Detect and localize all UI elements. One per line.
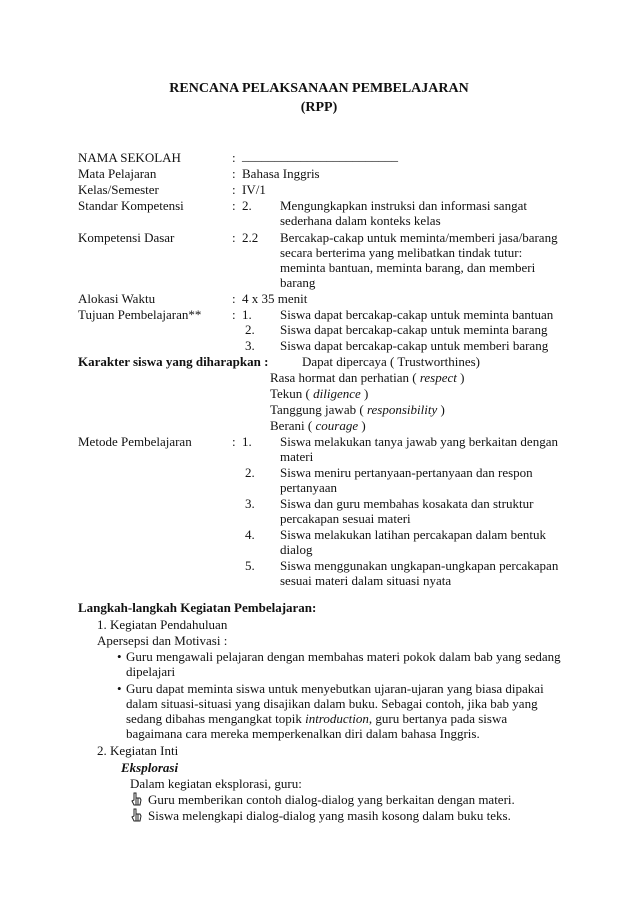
field-value-kelas: IV/1 <box>242 182 266 197</box>
karakter-label: Karakter siswa yang diharapkan : <box>78 354 269 369</box>
karakter-item: Tanggung jawab ( responsibility ) <box>270 402 445 417</box>
field-value-kd-line: secara berterima yang melibatkan tindak tutur: <box>280 245 523 260</box>
field-label-mapel: Mata Pelajaran <box>78 166 157 181</box>
field-value-sk-line: Mengungkapkan instruksi dan informasi sangat <box>280 198 527 213</box>
list-item: dialog <box>280 542 313 557</box>
field-label-tujuan: Tujuan Pembelajaran** <box>78 307 202 322</box>
field-value-kd-line: barang <box>280 275 316 290</box>
colon: : <box>232 291 236 306</box>
list-item: sedang dibahas mengangkat topik introduction, guru bertanya pada siswa <box>126 711 508 726</box>
karakter-item: Tekun ( diligence ) <box>270 386 369 401</box>
page-subtitle: (RPP) <box>300 100 338 115</box>
list-item: Guru dapat meminta siswa untuk menyebutkan ujaran-ujaran yang biasa dipakai <box>126 681 544 696</box>
field-num-kd: 2.2 <box>242 230 259 245</box>
list-item: Siswa dapat bercakap-cakap untuk meminta bantuan <box>280 307 554 322</box>
field-label-nama-sekolah: NAMA SEKOLAH <box>78 150 181 165</box>
list-item: Siswa meniru pertanyaan-pertanyaan dan respon <box>280 465 533 480</box>
field-label-kelas: Kelas/Semester <box>78 182 159 197</box>
field-value-kd-line: Bercakap-cakap untuk meminta/memberi jasa/barang <box>280 230 558 245</box>
list-item: percakapan sesuai materi <box>280 511 411 526</box>
list-item: bagaimana cara mereka memperkenalkan diri dalam bahasa Inggris. <box>126 726 480 741</box>
colon: : <box>232 434 236 449</box>
list-item: Siswa menggunakan ungkapan-ungkapan percakapan <box>280 558 559 573</box>
list-item-num: 2. <box>245 322 255 337</box>
subsection-heading: 1. Kegiatan Pendahuluan <box>97 617 228 632</box>
field-value-nama-sekolah: ________________________ <box>242 148 398 163</box>
list-item: pertanyaan <box>280 480 338 495</box>
bullet-icon: • <box>117 649 122 664</box>
list-item-num: 3. <box>245 338 255 353</box>
list-item: Guru memberikan contoh dialog-dialog yang berkaitan dengan materi. <box>148 792 515 807</box>
field-label-sk: Standar Kompetensi <box>78 198 184 213</box>
list-item-num: 2. <box>245 465 255 480</box>
field-value-kd-line: meminta bantuan, meminta barang, dan memberi <box>280 260 536 275</box>
colon: : <box>232 198 236 213</box>
karakter-item: Dapat dipercaya ( Trustworthines) <box>302 354 480 369</box>
list-item: Siswa melakukan tanya jawab yang berkaitan dengan <box>280 434 558 449</box>
colon: : <box>232 166 236 181</box>
subsection-label: Apersepsi dan Motivasi : <box>97 633 228 648</box>
list-item: sesuai materi dalam situasi nyata <box>280 573 452 588</box>
bullet-icon: • <box>117 681 122 696</box>
list-item: Siswa dapat bercakap-cakap untuk memberi barang <box>280 338 549 353</box>
list-item: dalam situasi-situasi yang disajikan dalam buku. Sebagai contoh, jika bab yang <box>126 696 538 711</box>
colon: : <box>232 150 236 165</box>
subsection-heading: Eksplorasi <box>121 760 179 775</box>
field-label-alokasi: Alokasi Waktu <box>78 291 156 306</box>
list-item-num: 5. <box>245 558 255 573</box>
list-item-num: 4. <box>245 527 255 542</box>
list-item: Siswa dapat bercakap-cakap untuk meminta barang <box>280 322 548 337</box>
karakter-item: Rasa hormat dan perhatian ( respect ) <box>270 370 465 385</box>
list-item-num: 1. <box>242 434 252 449</box>
section-heading: Langkah-langkah Kegiatan Pembelajaran: <box>78 600 317 615</box>
field-value-mapel: Bahasa Inggris <box>242 166 320 181</box>
subsection-heading: 2. Kegiatan Inti <box>97 743 179 758</box>
field-value-sk-line: sederhana dalam konteks kelas <box>280 213 441 228</box>
list-item: Siswa dan guru membahas kosakata dan struktur <box>280 496 534 511</box>
list-item-num: 1. <box>242 307 252 322</box>
colon: : <box>232 182 236 197</box>
list-item: Guru mengawali pelajaran dengan membahas materi pokok dalam bab yang sedang <box>126 649 561 664</box>
list-item: Siswa melakukan latihan percakapan dalam bentuk <box>280 527 547 542</box>
field-label-metode: Metode Pembelajaran <box>78 434 192 449</box>
hand-pointer-icon <box>131 792 142 809</box>
colon: : <box>232 230 236 245</box>
list-item: dipelajari <box>126 664 176 679</box>
list-item: Siswa melengkapi dialog-dialog yang masih kosong dalam buku teks. <box>148 808 511 823</box>
hand-pointer-icon <box>131 808 142 825</box>
colon: : <box>232 307 236 322</box>
page-title: RENCANA PELAKSANAAN PEMBELAJARAN <box>169 81 469 96</box>
paragraph: Dalam kegiatan eksplorasi, guru: <box>130 776 302 791</box>
list-item-num: 3. <box>245 496 255 511</box>
field-value-alokasi: 4 x 35 menit <box>242 291 308 306</box>
field-num-sk: 2. <box>242 198 252 213</box>
list-item: materi <box>280 449 314 464</box>
field-label-kd: Kompetensi Dasar <box>78 230 175 245</box>
karakter-item: Berani ( courage ) <box>270 418 366 433</box>
